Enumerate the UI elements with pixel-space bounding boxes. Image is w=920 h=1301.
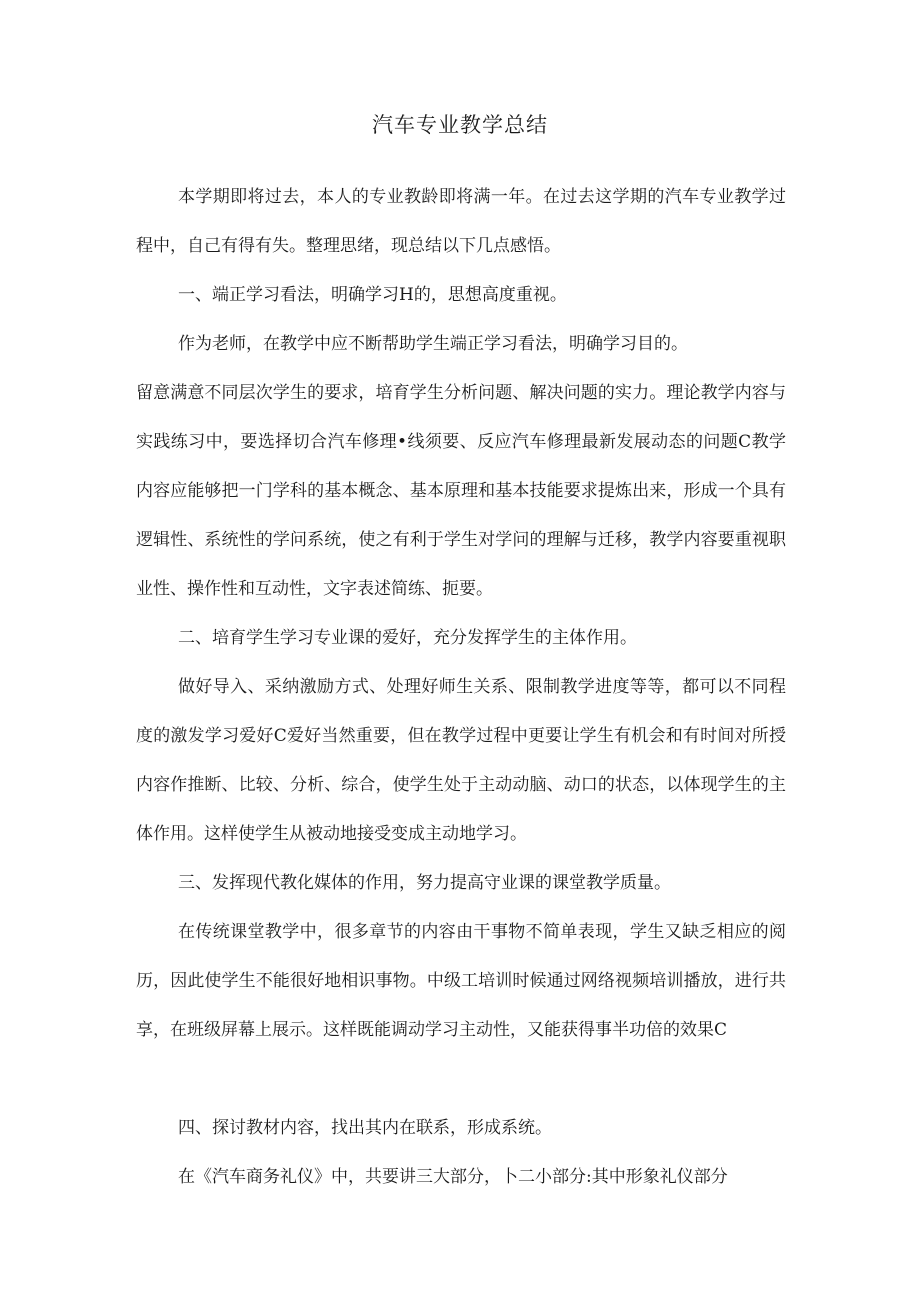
paragraph-section-1-body: 留意满意不同层次学生的要求，培育学生分析问题、解决问题的实力。理论教学内容与实践练习中，要选择切合汽车修理•线须要、反应汽车修理最新发展动态的问题C教学内容应能够把一门学科的基本概念、基本原理和基本技能要求提炼出来，形成一个具有逻辑性、系统性的学问系统，使之有利于学生对学问的理解与迁移，教学内容要重视职业性、操作性和互动性，文字表述简练、扼要。 xyxy=(136,383,786,599)
paragraph-section-1-lead: 作为老师，在教学中应不断帮助学生端正学习看法，明确学习目的。 xyxy=(178,334,688,354)
paragraph-section-3-body: 在传统课堂教学中，很多章节的内容由干事物不简单表现，学生又缺乏相应的阅历，因此使学生不能很好地相识事物。中级工培训时候通过网络视频培训播放，进行共享，在班级屏幕上展示。这样既能调动学习主动性，又能获得事半功倍的效果C xyxy=(136,922,786,1040)
heading-section-1: 一、端正学习看法，明确学习H的，思想高度重视。 xyxy=(178,285,567,305)
paragraph-intro: 本学期即将过去，本人的专业教龄即将满一年。在过去这学期的汽车专业教学过程中，自己有得有失。整理思绪，现总结以下几点感悟。 xyxy=(136,187,786,256)
document-title: 汽车专业教学总结 xyxy=(372,113,548,137)
heading-section-4: 四、探讨教材内容，找出其内在联系，形成系统。 xyxy=(178,1118,552,1138)
paragraph-section-4-body: 在《汽车商务礼仪》中，共要讲三大部分，卜二小部分:其中形象礼仪部分 xyxy=(178,1167,728,1187)
heading-section-3: 三、发挥现代教化媒体的作用，努力提高守业课的课堂教学质量。 xyxy=(178,873,671,893)
paragraph-section-2-body: 做好导入、采纳激励方式、处理好师生关系、限制教学进度等等，都可以不同程度的激发学习爱好C爱好当然重要，但在教学过程中更要让学生有机会和有时间对所授内容作推断、比较、分析、综合，使学生处于主动动脑、动口的状态，以体现学生的主体作用。这样使学生从被动地接受变成主动地学习。 xyxy=(136,677,786,844)
heading-section-2: 二、培育学生学习专业课的爱好，充分发挥学生的主体作用。 xyxy=(178,628,637,648)
